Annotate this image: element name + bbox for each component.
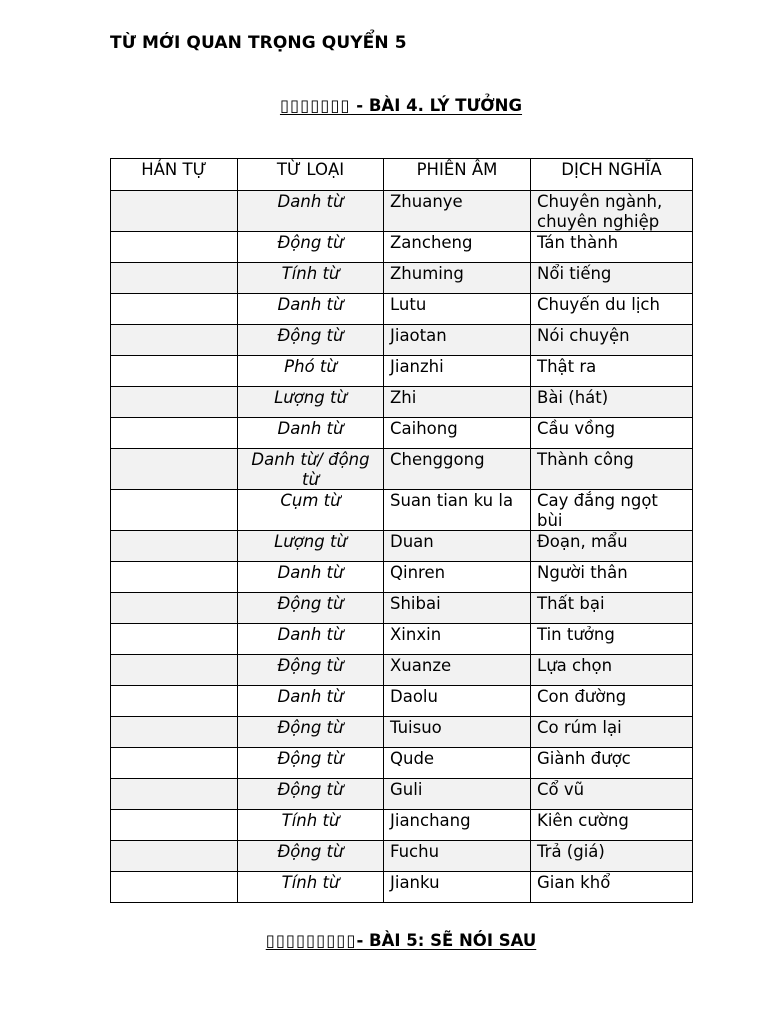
- phien-am-cell: Daolu: [384, 686, 531, 717]
- phien-am-cell: Qinren: [384, 562, 531, 593]
- dich-nghia-cell: Con đường: [531, 686, 693, 717]
- han-tu-cell: [111, 841, 238, 872]
- dich-nghia-cell: Nổi tiếng: [531, 263, 693, 294]
- lesson-5-heading-cjk: ▯▯▯▯▯▯▯▯▯: [265, 931, 357, 950]
- tu-loai-cell: Danh từ: [238, 418, 384, 449]
- phien-am-cell: Zancheng: [384, 232, 531, 263]
- tu-loai-cell: Động từ: [238, 841, 384, 872]
- phien-am-cell: Qude: [384, 748, 531, 779]
- han-tu-cell: [111, 325, 238, 356]
- han-tu-cell: [111, 593, 238, 624]
- tu-loai-cell: Cụm từ: [238, 490, 384, 531]
- table-row: [111, 449, 693, 490]
- table-row: [111, 686, 693, 717]
- phien-am-cell: Jiaotan: [384, 325, 531, 356]
- han-tu-cell: [111, 531, 238, 562]
- dich-nghia-cell: Cầu vồng: [531, 418, 693, 449]
- tu-loai-cell: Tính từ: [238, 810, 384, 841]
- table-row: [111, 325, 693, 356]
- phien-am-cell: Lutu: [384, 294, 531, 325]
- header-dich-nghia: DỊCH NGHĨA: [531, 159, 693, 191]
- han-tu-cell: [111, 449, 238, 490]
- phien-am-cell: Duan: [384, 531, 531, 562]
- table-row: [111, 717, 693, 748]
- table-row: [111, 418, 693, 449]
- han-tu-cell: [111, 263, 238, 294]
- dich-nghia-cell: Cổ vũ: [531, 779, 693, 810]
- phien-am-cell: Tuisuo: [384, 717, 531, 748]
- phien-am-cell: Jianzhi: [384, 356, 531, 387]
- tu-loai-cell: Danh từ: [238, 624, 384, 655]
- dich-nghia-cell: Co rúm lại: [531, 717, 693, 748]
- han-tu-cell: [111, 490, 238, 531]
- dich-nghia-cell: Tán thành: [531, 232, 693, 263]
- han-tu-cell: [111, 562, 238, 593]
- table-header-row: [111, 159, 693, 191]
- lesson-4-heading-text: - BÀI 4. LÝ TƯỞNG: [350, 96, 523, 115]
- header-phien-am: PHIÊN ÂM: [384, 159, 531, 191]
- tu-loai-cell: Động từ: [238, 655, 384, 686]
- phien-am-cell: Jianchang: [384, 810, 531, 841]
- han-tu-cell: [111, 872, 238, 903]
- header-tu-loai: TỪ LOẠI: [238, 159, 384, 191]
- tu-loai-cell: Lượng từ: [238, 531, 384, 562]
- phien-am-cell: Caihong: [384, 418, 531, 449]
- table-row: [111, 562, 693, 593]
- tu-loai-cell: Động từ: [238, 593, 384, 624]
- tu-loai-cell: Danh từ: [238, 191, 384, 232]
- table-row: [111, 872, 693, 903]
- tu-loai-cell: Danh từ: [238, 686, 384, 717]
- phien-am-cell: Zhuanye: [384, 191, 531, 232]
- han-tu-cell: [111, 387, 238, 418]
- tu-loai-cell: Động từ: [238, 232, 384, 263]
- tu-loai-cell: Lượng từ: [238, 387, 384, 418]
- phien-am-cell: Guli: [384, 779, 531, 810]
- phien-am-cell: Zhi: [384, 387, 531, 418]
- han-tu-cell: [111, 810, 238, 841]
- dich-nghia-cell: Kiên cường: [531, 810, 693, 841]
- dich-nghia-cell: Chuyên ngành, chuyên nghiệp: [531, 191, 693, 232]
- table-row: [111, 387, 693, 418]
- phien-am-cell: Chenggong: [384, 449, 531, 490]
- table-row: [111, 191, 693, 232]
- document-title: TỪ MỚI QUAN TRỌNG QUYỂN 5: [110, 33, 407, 53]
- dich-nghia-cell: Thật ra: [531, 356, 693, 387]
- han-tu-cell: [111, 356, 238, 387]
- dich-nghia-cell: Giành được: [531, 748, 693, 779]
- phien-am-cell: Shibai: [384, 593, 531, 624]
- tu-loai-cell: Danh từ/ động từ: [238, 449, 384, 490]
- dich-nghia-cell: Thành công: [531, 449, 693, 490]
- dich-nghia-cell: Người thân: [531, 562, 693, 593]
- tu-loai-cell: Tính từ: [238, 263, 384, 294]
- tu-loai-cell: Tính từ: [238, 872, 384, 903]
- table-row: [111, 655, 693, 686]
- table-row: [111, 748, 693, 779]
- tu-loai-cell: Danh từ: [238, 294, 384, 325]
- dich-nghia-cell: Cay đắng ngọt bùi: [531, 490, 693, 531]
- tu-loai-cell: Động từ: [238, 779, 384, 810]
- dich-nghia-cell: Thất bại: [531, 593, 693, 624]
- han-tu-cell: [111, 717, 238, 748]
- table-row: [111, 531, 693, 562]
- table-row: [111, 294, 693, 325]
- han-tu-cell: [111, 232, 238, 263]
- lesson-5-heading: [0, 931, 768, 950]
- table-row: [111, 356, 693, 387]
- dich-nghia-cell: Chuyến du lịch: [531, 294, 693, 325]
- lesson-4-heading: [0, 96, 768, 115]
- table-row: [111, 779, 693, 810]
- dich-nghia-cell: Tin tưởng: [531, 624, 693, 655]
- table-row: [111, 232, 693, 263]
- tu-loai-cell: Động từ: [238, 325, 384, 356]
- tu-loai-cell: Phó từ: [238, 356, 384, 387]
- lesson-4-heading-cjk: ▯▯▯▯▯▯▯: [279, 96, 351, 115]
- han-tu-cell: [111, 624, 238, 655]
- phien-am-cell: Xinxin: [384, 624, 531, 655]
- table-row: [111, 490, 693, 531]
- phien-am-cell: Xuanze: [384, 655, 531, 686]
- tu-loai-cell: Danh từ: [238, 562, 384, 593]
- header-han-tu: HÁN TỰ: [111, 159, 238, 191]
- vocabulary-table: [110, 158, 693, 903]
- han-tu-cell: [111, 191, 238, 232]
- dich-nghia-cell: Trả (giá): [531, 841, 693, 872]
- table-row: [111, 841, 693, 872]
- table-row: [111, 624, 693, 655]
- phien-am-cell: Jianku: [384, 872, 531, 903]
- dich-nghia-cell: Gian khổ: [531, 872, 693, 903]
- han-tu-cell: [111, 779, 238, 810]
- phien-am-cell: Fuchu: [384, 841, 531, 872]
- phien-am-cell: Zhuming: [384, 263, 531, 294]
- tu-loai-cell: Động từ: [238, 748, 384, 779]
- table-row: [111, 593, 693, 624]
- dich-nghia-cell: Nói chuyện: [531, 325, 693, 356]
- han-tu-cell: [111, 686, 238, 717]
- phien-am-cell: Suan tian ku la: [384, 490, 531, 531]
- han-tu-cell: [111, 655, 238, 686]
- vocabulary-table-body: [111, 191, 693, 903]
- han-tu-cell: [111, 294, 238, 325]
- han-tu-cell: [111, 748, 238, 779]
- tu-loai-cell: Động từ: [238, 717, 384, 748]
- table-row: [111, 810, 693, 841]
- dich-nghia-cell: Đoạn, mẩu: [531, 531, 693, 562]
- lesson-5-heading-text: - BÀI 5: SẼ NÓI SAU: [356, 931, 537, 950]
- dich-nghia-cell: Bài (hát): [531, 387, 693, 418]
- table-row: [111, 263, 693, 294]
- han-tu-cell: [111, 418, 238, 449]
- dich-nghia-cell: Lựa chọn: [531, 655, 693, 686]
